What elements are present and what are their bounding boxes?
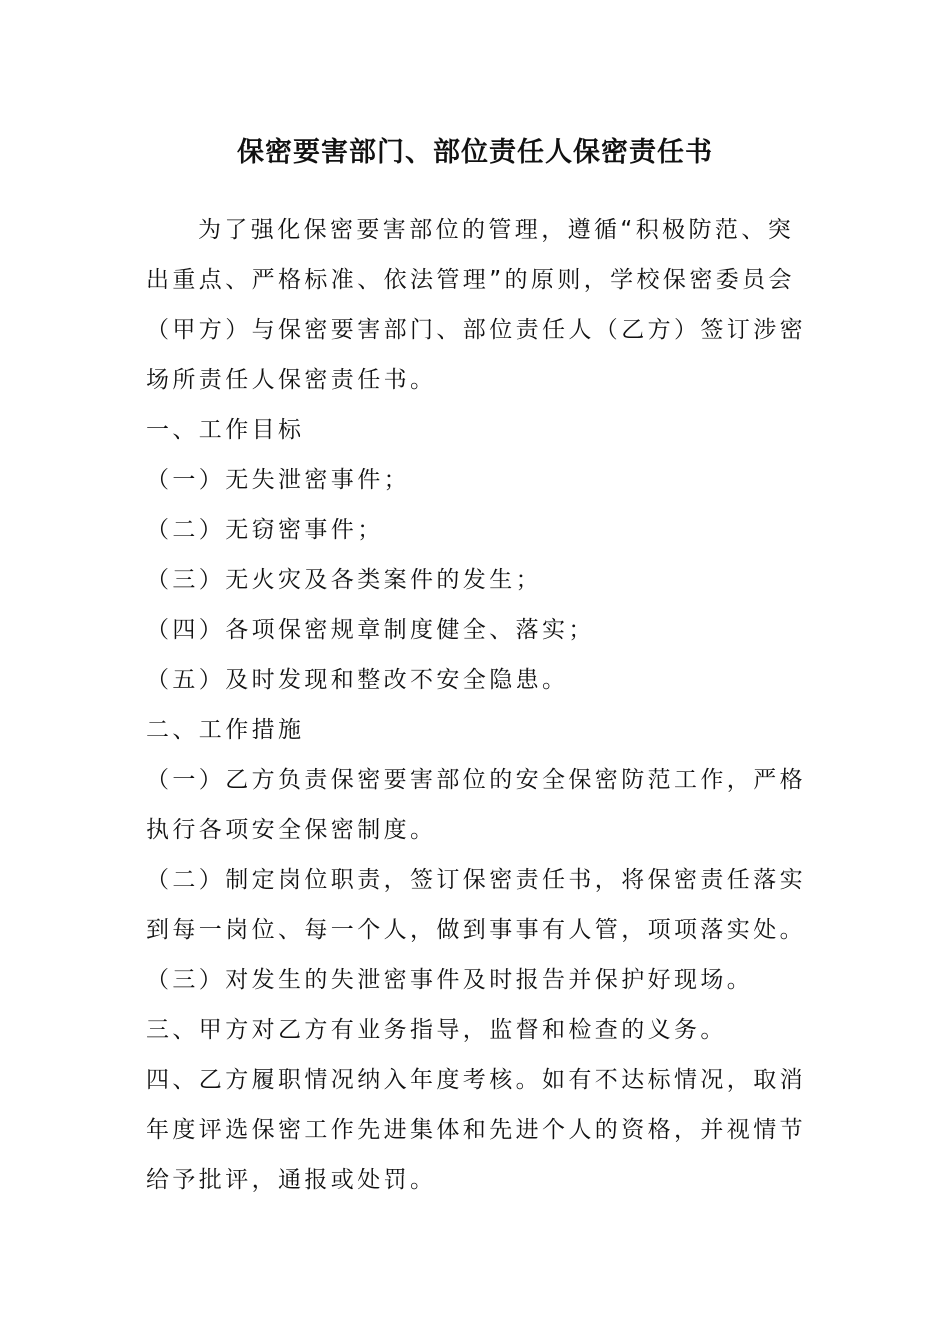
measure-item: （二）制定岗位职责，签订保密责任书，将保密责任落实	[146, 867, 806, 893]
intro-paragraph-line: 出重点、严格标准、依法管理”的原则，学校保密委员会	[146, 267, 795, 293]
section-four-text: 年度评选保密工作先进集体和先进个人的资格，并视情节	[146, 1117, 806, 1143]
document-title: 保密要害部门、部位责任人保密责任书	[237, 137, 713, 168]
section-heading-work-goals: 一、工作目标	[146, 417, 305, 443]
document-body	[146, 205, 806, 1205]
section-three-text: 三、甲方对乙方有业务指导，监督和检查的义务。	[146, 1017, 727, 1043]
goal-item: （一）无失泄密事件；	[146, 467, 410, 493]
goal-item: （四）各项保密规章制度健全、落实；	[146, 617, 595, 643]
measure-item: （三）对发生的失泄密事件及时报告并保护好现场。	[146, 967, 754, 993]
section-four-text: 四、乙方履职情况纳入年度考核。如有不达标情况，取消	[146, 1067, 806, 1093]
goal-item: （五）及时发现和整改不安全隐患。	[146, 667, 569, 693]
intro-paragraph-line: 场所责任人保密责任书。	[146, 367, 437, 393]
intro-paragraph-line: （甲方）与保密要害部门、部位责任人（乙方）签订涉密	[146, 317, 806, 343]
intro-paragraph-line: 为了强化保密要害部位的管理，遵循“积极防范、突	[198, 217, 795, 243]
measure-item: 到每一岗位、每一个人，做到事事有人管，项项落实处。	[146, 917, 806, 943]
section-four-text: 给予批评，通报或处罚。	[146, 1167, 437, 1193]
goal-item: （二）无窃密事件；	[146, 517, 384, 543]
section-heading-work-measures: 二、工作措施	[146, 717, 305, 743]
measure-item: 执行各项安全保密制度。	[146, 817, 437, 843]
goal-item: （三）无火灾及各类案件的发生；	[146, 567, 542, 593]
measure-item: （一）乙方负责保密要害部位的安全保密防范工作，严格	[146, 767, 806, 793]
